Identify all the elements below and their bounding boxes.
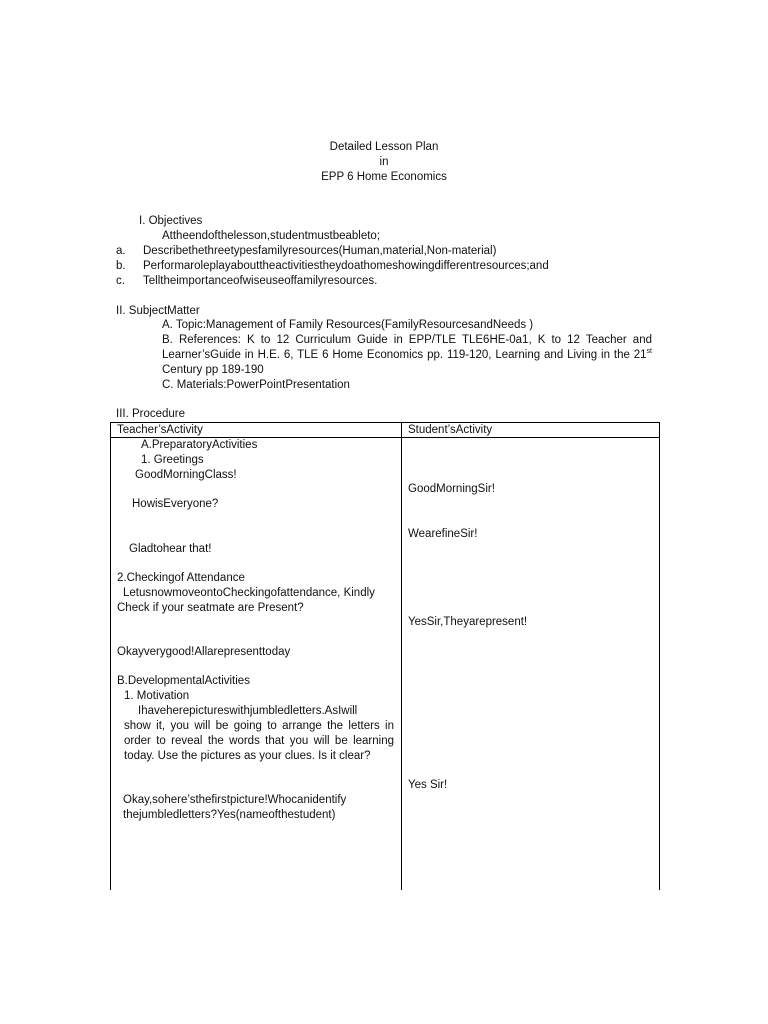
subject-matter-materials: C. Materials:PowerPointPresentation: [162, 379, 350, 391]
column-header-teacher: Teacher’sActivity: [117, 424, 203, 436]
procedure-table: [110, 422, 660, 890]
student-good-morning: GoodMorningSir!: [408, 483, 495, 495]
checking-line-1a: Letusnowmoveonto: [123, 587, 223, 599]
column-header-student: Student’sActivity: [408, 424, 493, 436]
subject-matter-heading: II. SubjectMatter: [116, 305, 200, 317]
teacher-first-picture-line-2: thejumbledletters?Yes(nameofthestudent): [123, 809, 336, 821]
teacher-checking-line-2: Check if your seatmate are Present?: [117, 602, 304, 614]
teacher-checking-attendance: 2.Checkingof Attendance: [117, 572, 245, 584]
references-superscript: st: [646, 348, 652, 356]
objective-marker-c: c.: [116, 275, 125, 287]
student-they-are-present: YesSir,Theyarepresent!: [408, 616, 528, 628]
table-column-divider: [401, 423, 402, 890]
student-we-are-fine: WearefineSir!: [408, 528, 478, 540]
teacher-okay-all-present: Okayverygood!Allarepresenttoday: [117, 646, 291, 658]
teacher-preparatory-activities: A.PreparatoryActivities: [141, 439, 258, 451]
objective-marker-b: b.: [116, 260, 126, 272]
title-line-3: EPP 6 Home Economics: [321, 171, 447, 183]
teacher-first-picture-line-1: Okay,sohere’sthefirstpicture!Whocanidentify: [123, 794, 347, 806]
subject-matter-references: [162, 333, 652, 378]
teacher-developmental-activities: B.DevelopmentalActivities: [117, 675, 250, 687]
teacher-greetings: 1. Greetings: [141, 454, 204, 466]
teacher-motivation: 1. Motivation: [124, 690, 190, 702]
objective-item-a: Describethethreetypesfamilyresources(Human,material,Non-material): [143, 245, 497, 257]
objectives-heading: I. Objectives: [139, 215, 203, 227]
title-line-2: in: [379, 156, 389, 168]
objective-marker-a: a.: [116, 245, 126, 257]
procedure-heading: III. Procedure: [116, 408, 186, 420]
teacher-glad: Gladtohear that!: [129, 543, 212, 555]
references-text-end: Century pp 189-190: [162, 364, 264, 376]
references-text: B. References: K to 12 Curriculum Guide in EPP/TLE TLE6HE-0a1, K to 12 Teacher and Learner’sGuide in H.E. 6, TLE 6 Home Economics pp. 119-120, Learning and Living in the 21: [162, 334, 652, 361]
teacher-good-morning: GoodMorningClass!: [135, 469, 237, 481]
objective-item-b: Performaroleplayabouttheactivitiestheydoathomeshowingdifferentresources;and: [143, 260, 549, 272]
subject-matter-topic: A. Topic:Management of Family Resources(FamilyResourcesandNeeds ): [162, 319, 534, 331]
teacher-how-is-everyone: HowisEveryone?: [132, 498, 219, 510]
objectives-intro: Attheendofthelesson,studentmustbeableto;: [162, 230, 381, 242]
objective-item-c: Telltheimportanceofwiseuseoffamilyresources.: [143, 275, 378, 287]
student-yes-sir: Yes Sir!: [408, 779, 448, 791]
teacher-motivation-line-1: Ihaveherepictureswithjumbledletters.AsIwill: [138, 705, 358, 717]
teacher-checking-line-1: [123, 586, 375, 601]
checking-line-1b: Checkingofattendance, Kindly: [222, 587, 375, 599]
teacher-motivation-text: show it, you will be going to arrange the letters in order to reveal the words that you will be learning today. Use the pictures as your clues. Is it clear?: [124, 720, 394, 762]
title-line-1: Detailed Lesson Plan: [329, 141, 439, 153]
